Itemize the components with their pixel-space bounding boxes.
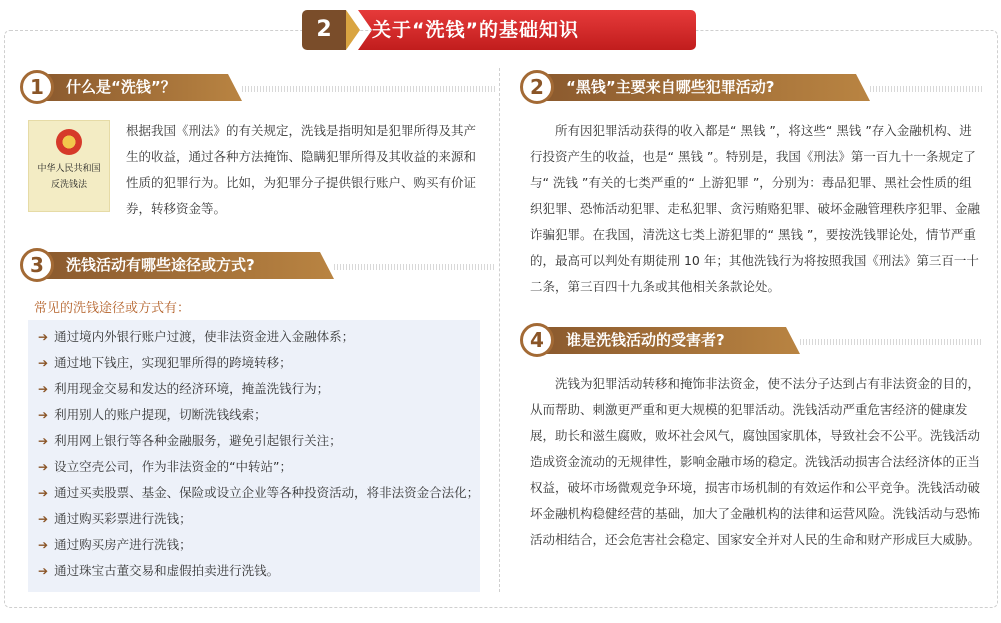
section-1-header — [20, 70, 495, 100]
arrow-right-icon: ➔ — [38, 330, 49, 344]
arrow-right-icon: ➔ — [38, 434, 49, 448]
section-3-subtitle: 常见的洗钱途径或方式有： — [34, 301, 191, 316]
section-number-badge: 3 — [20, 248, 54, 282]
section-4-title: 谁是洗钱活动的受害者? — [566, 331, 725, 349]
section-2-text: 所有因犯罪活动获得的收入都是“ 黑钱 ”，将这些“ 黑钱 ”存入金融机构、进行投资产生的收益，也是“ 黑钱 ”。特别是，我国《刑法》第一百九十一条规定了与“ 洗钱 ”有关的七类严重的“ 上游犯罪 ”，分别为：毒品犯罪、黑社会性质的组织犯罪、恐怖活动犯罪、走私犯罪、贪污贿赂犯罪、破坏金融管理秩序犯罪、金融诈骗犯罪。在我国，清洗这七类上游犯罪的“ 黑钱 ”，要按洗钱罪论处，情节严重的，最高可以判处有期徒刑 10 年；其他洗钱行为将按照我国《刑法》第三百一十二条，第三百四十九条或其他相关条款论处。 — [530, 123, 981, 294]
arrow-right-icon: ➔ — [38, 486, 49, 500]
section-4-text: 洗钱为犯罪活动转移和掩饰非法资金，使不法分子达到占有非法资金的目的，从而帮助、刺激更严重和更大规模的犯罪活动。洗钱活动严重危害经济的健康发展，助长和滋生腐败，败坏社会风气，腐蚀国家肌体，导致社会不公平。洗钱活动造成资金流动的无规律性，影响金融市场的稳定。洗钱活动损害合法经济体的正当权益，破坏市场微观竞争环境，损害市场机制的有效运作和公平竞争。洗钱活动破坏金融机构稳健经营的基础，加大了金融机构的法律和运营风险。洗钱活动与恐怖活动相结合，还会危害社会稳定、国家安全并对人民的生命和财产形成巨大威胁。 — [530, 376, 981, 547]
section-3-title: 洗钱活动有哪些途径或方式? — [66, 256, 255, 274]
list-item: ➔ 通过境内外银行账户过渡，使非法资金进入金融体系； — [38, 324, 480, 350]
list-item: ➔ 通过购买彩票进行洗钱； — [38, 506, 480, 532]
header-stripes — [242, 86, 495, 92]
arrow-right-icon: ➔ — [38, 564, 49, 578]
list-item: ➔ 通过珠宝古董交易和虚假拍卖进行洗钱。 — [38, 558, 480, 584]
section-number-badge: 2 — [520, 70, 554, 104]
section-4-header — [520, 323, 982, 353]
column-divider — [499, 68, 500, 592]
section-number-badge: 4 — [520, 323, 554, 357]
arrow-right-icon: ➔ — [38, 512, 49, 526]
list-item: ➔ 通过购买房产进行洗钱； — [38, 532, 480, 558]
arrow-right-icon: ➔ — [38, 408, 49, 422]
banner-title: 关于“洗钱”的基础知识 — [372, 19, 579, 41]
section-1-title: 什么是“洗钱”？ — [66, 78, 176, 96]
book-title-line-2: 反洗钱法 — [50, 180, 87, 190]
anti-money-laundering-law-book-icon — [28, 120, 110, 212]
banner-number: 2 — [302, 10, 346, 50]
list-item: ➔ 通过地下钱庄，实现犯罪所得的跨境转移； — [38, 350, 480, 376]
list-item: ➔ 设立空壳公司，作为非法资金的“中转站”； — [38, 454, 480, 480]
section-2-header — [520, 70, 982, 100]
header-stripes — [870, 86, 982, 92]
arrow-right-icon: ➔ — [38, 538, 49, 552]
arrow-right-icon: ➔ — [38, 382, 49, 396]
header-stripes — [334, 264, 495, 270]
section-2-title: “黑钱”主要来自哪些犯罪活动? — [566, 78, 775, 96]
arrow-right-icon: ➔ — [38, 356, 49, 370]
list-item: ➔ 利用现金交易和发达的经济环境，掩盖洗钱行为； — [38, 376, 480, 402]
list-item: ➔ 利用别人的账户提现，切断洗钱线索； — [38, 402, 480, 428]
section-1-text: 根据我国《刑法》的有关规定，洗钱是指明知是犯罪所得及其产生的收益，通过各种方法掩饰、隐瞒犯罪所得及其收益的来源和性质的犯罪行为。比如，为犯罪分子提供银行账户、购买有价证券，转移资金等。 — [126, 123, 477, 216]
section-3-header — [20, 248, 495, 278]
section-number-badge: 1 — [20, 70, 54, 104]
national-emblem-icon — [56, 129, 82, 155]
list-item: ➔ 通过买卖股票、基金、保险或设立企业等各种投资活动，将非法资金合法化； — [38, 480, 480, 506]
arrow-right-icon: ➔ — [38, 460, 49, 474]
header-stripes — [800, 339, 982, 345]
list-item: ➔ 利用网上银行等各种金融服务，避免引起银行关注； — [38, 428, 480, 454]
laundering-methods-list — [28, 320, 480, 592]
book-title-line-1: 中华人民共和国 — [37, 164, 101, 174]
banner-arrow-decoration — [346, 10, 360, 50]
main-banner — [302, 10, 696, 50]
